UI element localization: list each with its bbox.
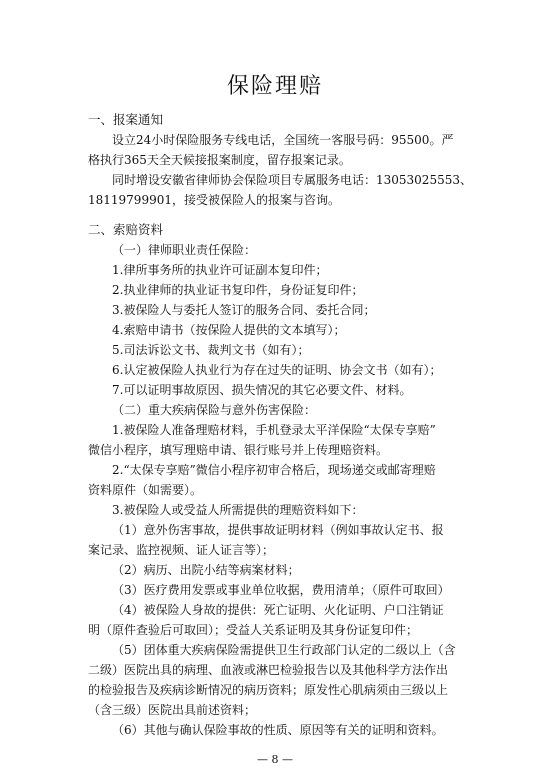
list-item: 资料原件（如需要）。 [88,483,203,497]
list-item: 4.索赔申请书（按保险人提供的文本填写）； [112,323,346,337]
subsection-heading-illness-accident: （二）重大疾病保险与意外伤害保险： [112,403,317,417]
list-item: 3.被保险人或受益人所需提供的理赔资料如下： [112,503,364,517]
list-item: 7.可以证明事故原因、损失情况的其它必要文件、材料。 [112,383,412,397]
list-item: 2.执业律师的执业证书复印件，身份证复印件； [112,283,364,297]
paragraph-line: 18119799901，接受被保险人的报案与咨询。 [88,193,340,207]
list-item: 案记录、监控视频、证人证言等）； [88,543,275,557]
section-heading-report-notice: 一、报案通知 [88,112,164,127]
paragraph-line: 设立24小时保险服务专线电话，全国统一客服号码：95500。严 [112,133,454,147]
page-title: 保险理赔 [226,74,323,99]
list-item: 5.司法诉讼文书、裁判文书（如有）； [112,343,310,357]
list-item: 二级）医院出具的病理、血液或淋巴检验报告以及其他科学方法作出 [88,663,449,677]
page-number: — 8 — [257,753,293,766]
paragraph-line: 同时增设安徽省律师协会保险项目专属服务电话：13053025553、 [112,173,472,187]
list-item: （6）其他与确认保险事故的性质、原因等有关的证明和资料。 [112,723,444,737]
list-item: （含三级）医院出具前述资料； [88,703,257,717]
list-item: 1.被保险人准备理赔材料，手机登录太平洋保险“太保专享赔” [112,423,436,437]
list-item: 微信小程序，填写理赔申请、银行账号并上传理赔资料。 [88,443,389,457]
paragraph-line: 格执行365天全天候接报案制度，留存报案记录。 [88,153,351,167]
list-item: 1.律所事务所的执业许可证副本复印件； [112,263,328,277]
list-item: （4）被保险人身故的提供：死亡证明、火化证明、户口注销证 [112,603,444,617]
list-item: 明（原件查验后可取回）；受益人关系证明及其身份证复印件； [88,623,419,637]
list-item: 的检验报告及疾病诊断情况的病历资料；原发性心肌病须由三级以上 [88,683,449,697]
subsection-heading-liability: （一）律师职业责任保险： [112,243,257,257]
list-item: 2.“太保专享赔”微信小程序初审合格后，现场递交或邮寄理赔 [112,463,436,477]
list-item: （1）意外伤害事故，提供事故证明材料（例如事故认定书、报 [112,523,444,537]
list-item: （2）病历、出院小结等病案材料； [112,563,300,577]
list-item: 6.认定被保险人执业行为存在过失的证明、协会文书（如有）； [112,363,442,377]
list-item: （5）团体重大疾病保险需提供卫生行政部门认定的二级以上（含 [112,643,456,657]
list-item: （3）医疗费用发票或事业单位收据，费用清单；（原件可取回） [112,583,450,597]
section-heading-claim-materials: 二、索赔资料 [88,222,164,237]
list-item: 3.被保险人与委托人签订的服务合同、委托合同； [112,303,376,317]
